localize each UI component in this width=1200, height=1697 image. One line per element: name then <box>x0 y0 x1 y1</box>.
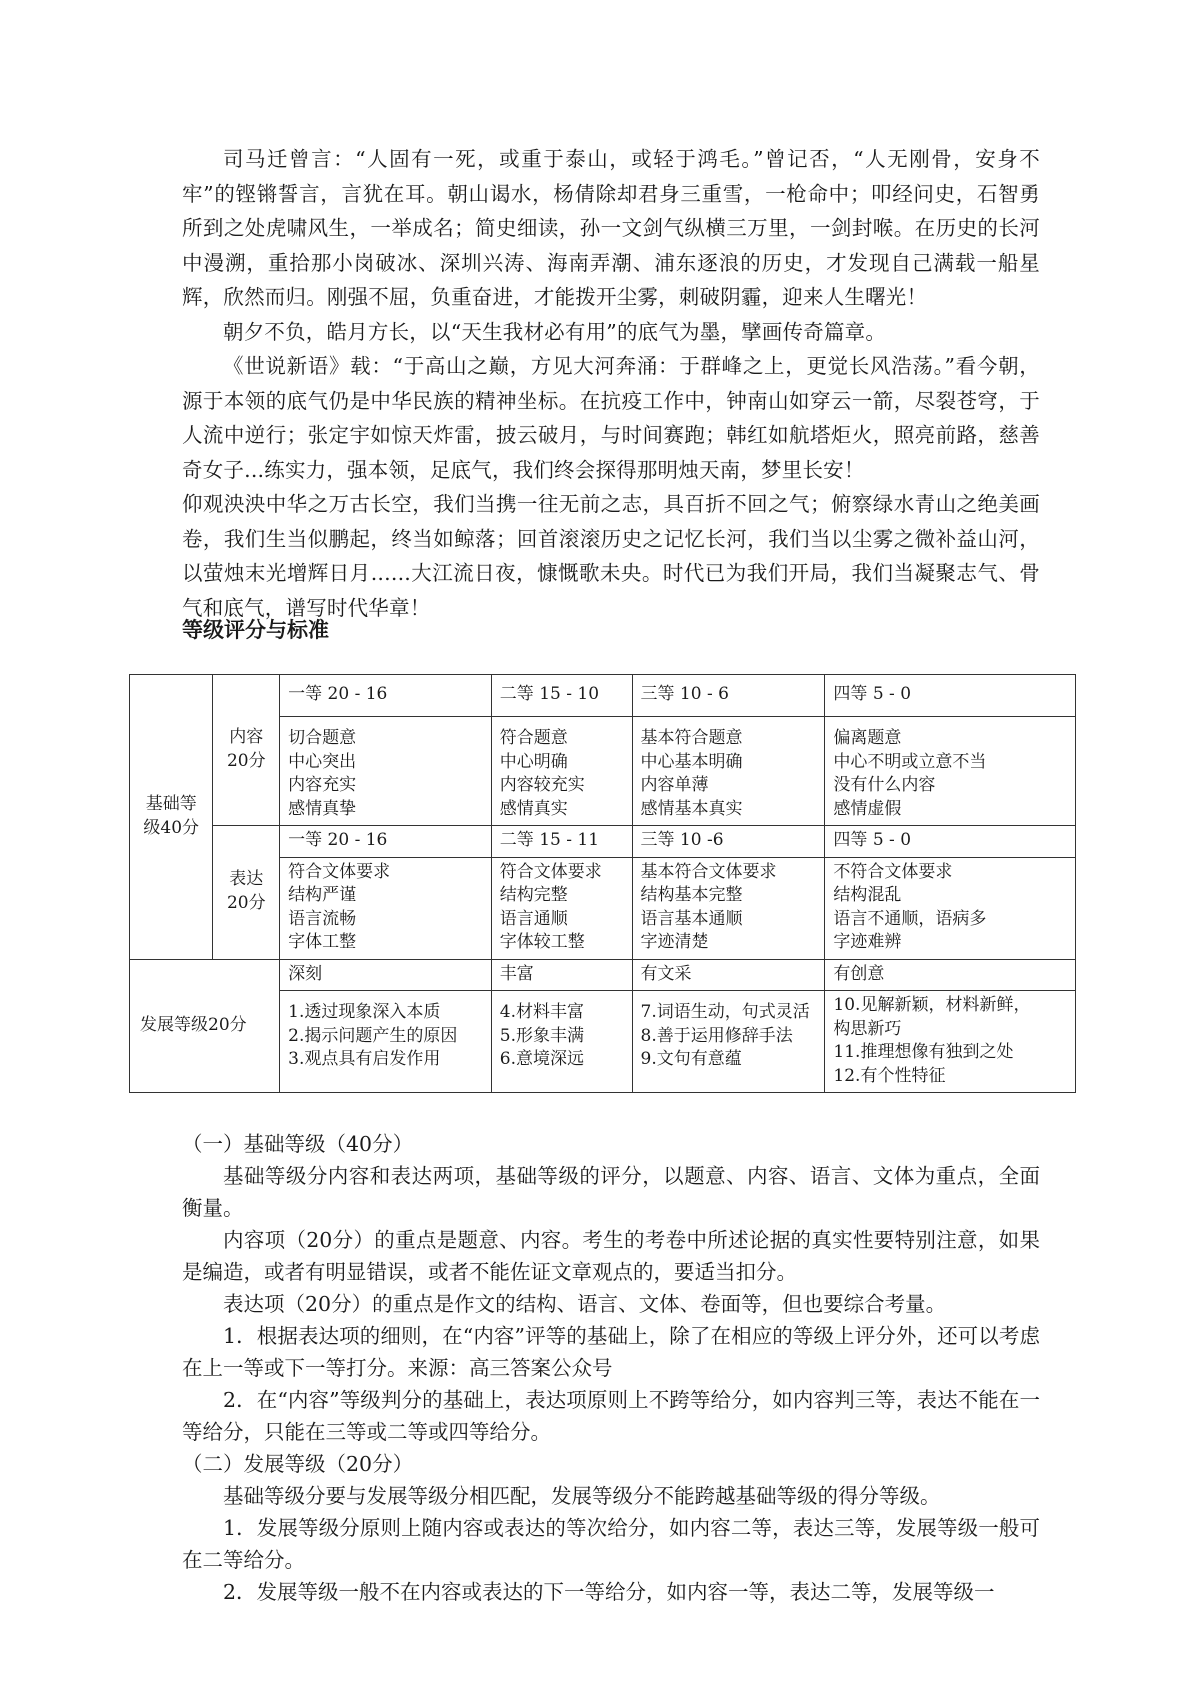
rule-paragraph: 1．根据表达项的细则，在“内容”评等的基础上，除了在相应的等级上评分外，还可以考虑在上一等或下一等打分。来源：高三答案公众号 <box>182 1324 1040 1380</box>
essay-paragraph-2: 朝夕不负，皓月方长，以“天生我材必有用”的底气为墨，擘画传奇篇章。 <box>223 319 887 344</box>
expression-head-4: 四等 5 - 0 <box>825 826 1076 858</box>
dev-head-4: 有创意 <box>825 959 1076 991</box>
rule-paragraph: 2．在“内容”等级判分的基础上，表达项原则上不跨等给分，如内容判三等，表达不能在一等给分，只能在三等或二等或四等给分。 <box>182 1388 1040 1444</box>
dev-cell-1: 1.透过现象深入本质 2.揭示问题产生的原因 3.观点具有启发作用 <box>280 991 492 1093</box>
dev-cell-2: 4.材料丰富 5.形象丰满 6.意境深远 <box>491 991 632 1093</box>
content-cell-2: 符合题意 中心明确 内容较充实 感情真实 <box>491 717 632 826</box>
content-head-row <box>130 675 1076 717</box>
essay-paragraph-3: 《世说新语》载：“于高山之巅，方见大河奔涌：于群峰之上，更觉长风浩荡。”看今朝，源于本领的底气仍是中华民族的精神坐标。在抗疫工作中，钟南山如穿云一箭，尽裂苍穹，于人流中逆行；张定宇如惊天炸雷，披云破月，与时间赛跑；韩红如航塔炬火，照亮前路，慈善奇女子...练实力，强本领，足底气，我们终会探得那明烛天南，梦里长安！ <box>182 354 1040 482</box>
rule-paragraph: 1．发展等级分原则上随内容或表达的等次给分，如内容二等，表达三等，发展等级一般可在二等给分。 <box>182 1516 1040 1572</box>
expression-cell-2: 符合文体要求 结构完整 语言通顺 字体较工整 <box>491 857 632 959</box>
dev-cell-3: 7.词语生动，句式灵活 8.善于运用修辞手法 9.文句有意蕴 <box>632 991 825 1093</box>
rule-paragraph: 内容项（20分）的重点是题意、内容。考生的考卷中所述论据的真实性要特别注意，如果是编造，或者有明显错误，或者不能佐证文章观点的，要适当扣分。 <box>182 1228 1040 1284</box>
dev-head-3: 有文采 <box>632 959 825 991</box>
essay-paragraph-4: 仰观泱泱中华之万古长空，我们当携一往无前之志，具百折不回之气；俯察绿水青山之绝美画卷，我们生当似鹏起，终当如鲸落；回首滚滚历史之记忆长河，我们当以尘雾之微补益山河，以萤烛末光增辉日月......大江流日夜，慷慨歌未央。时代已为我们开局，我们当凝聚志气、骨气和底气，谱写时代华章！ <box>182 492 1040 620</box>
content-head-2: 二等 15 - 10 <box>491 675 632 717</box>
dev-head-1: 深刻 <box>280 959 492 991</box>
dev-head-2: 丰富 <box>491 959 632 991</box>
content-head-3: 三等 10 - 6 <box>632 675 825 717</box>
expression-cell-1: 符合文体要求 结构严谨 语言流畅 字体工整 <box>280 857 492 959</box>
grading-table <box>129 674 1076 1093</box>
content-cell-1: 切合题意 中心突出 内容充实 感情真挚 <box>280 717 492 826</box>
content-cell-4: 偏离题意 中心不明或立意不当 没有什么内容 感情虚假 <box>825 717 1076 826</box>
expression-label: 表达 20分 <box>213 826 280 960</box>
content-label: 内容 20分 <box>213 675 280 826</box>
expression-cell-3: 基本符合文体要求 结构基本完整 语言基本通顺 字迹清楚 <box>632 857 825 959</box>
scoring-rules <box>182 1128 1040 1608</box>
content-head-1: 一等 20 - 16 <box>280 675 492 717</box>
dev-level-label: 发展等级20分 <box>130 959 280 1093</box>
section-title: 等级评分与标准 <box>182 618 329 642</box>
rule-paragraph: 基础等级分要与发展等级分相匹配，发展等级分不能跨越基础等级的得分等级。 <box>223 1484 941 1508</box>
expression-head-1: 一等 20 - 16 <box>280 826 492 858</box>
expression-head-3: 三等 10 -6 <box>632 826 825 858</box>
content-head-4: 四等 5 - 0 <box>825 675 1076 717</box>
dev-cell-4: 10.见解新颖，材料新鲜， 构思新巧 11.推理想像有独到之处 12.有个性特征 <box>825 991 1076 1093</box>
rule-heading-basic: （一）基础等级（40分） <box>182 1132 414 1156</box>
content-cell-3: 基本符合题意 中心基本明确 内容单薄 感情基本真实 <box>632 717 825 826</box>
expression-cell-4: 不符合文体要求 结构混乱 语言不通顺，语病多 字迹难辨 <box>825 857 1076 959</box>
expression-head-2: 二等 15 - 11 <box>491 826 632 858</box>
expression-head-row <box>130 826 1076 858</box>
essay-text <box>182 142 1040 625</box>
dev-head-row <box>130 959 1076 991</box>
basic-level-label: 基础等级40分 <box>130 675 213 960</box>
rule-heading-development: （二）发展等级（20分） <box>182 1452 414 1476</box>
rule-paragraph: 基础等级分内容和表达两项，基础等级的评分，以题意、内容、语言、文体为重点，全面衡量。 <box>182 1164 1040 1220</box>
essay-paragraph-1: 司马迁曾言：“人固有一死，或重于泰山，或轻于鸿毛。”曾记否，“人无刚骨，安身不牢”的铿锵誓言，言犹在耳。朝山谒水，杨倩除却君身三重雪，一枪命中；叩经问史，石智勇所到之处虎啸风生，一举成名；简史细读，孙一文剑气纵横三万里，一剑封喉。在历史的长河中漫溯，重拾那小岗破冰、深圳兴涛、海南弄潮、浦东逐浪的历史，才发现自己满载一船星辉，欣然而归。刚强不屈，负重奋进，才能拨开尘雾，刺破阴霾，迎来人生曙光！ <box>182 147 1040 309</box>
rule-paragraph: 表达项（20分）的重点是作文的结构、语言、文体、卷面等，但也要综合考量。 <box>223 1292 947 1316</box>
rule-paragraph: 2．发展等级一般不在内容或表达的下一等给分，如内容一等，表达二等，发展等级一 <box>223 1580 995 1604</box>
